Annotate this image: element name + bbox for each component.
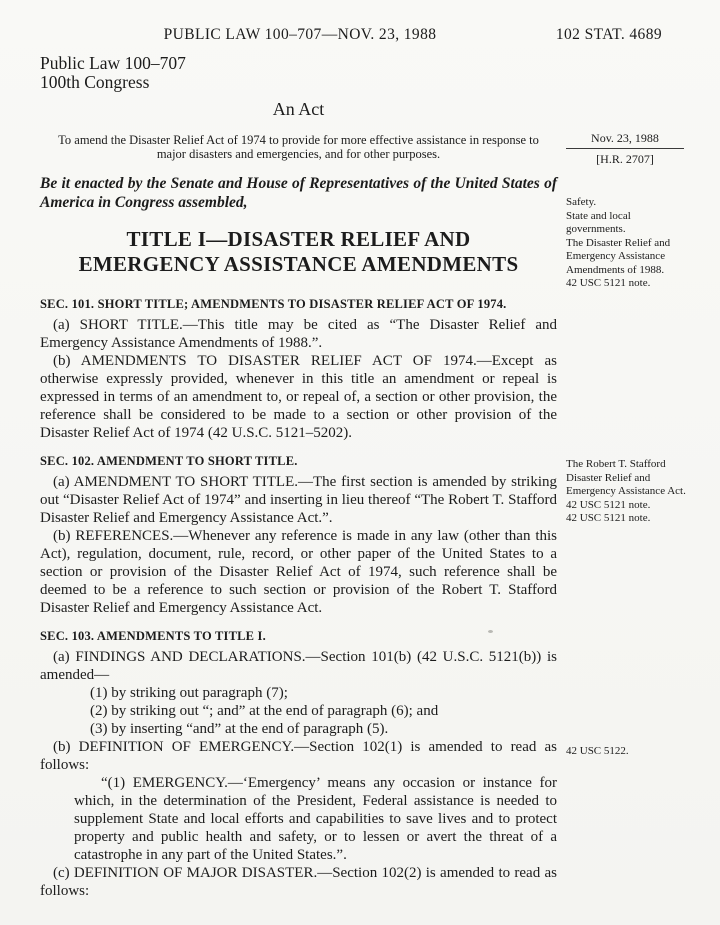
margin-note: Safety. <box>566 196 597 208</box>
sec-103-para-a: (a) FINDINGS AND DECLARATIONS.—Section 101(b) (42 U.S.C. 5121(b)) is amended— <box>40 649 557 683</box>
sec-102-para-b: (b) REFERENCES.—Whenever any reference is made in any law (other than this Act), regulation, document, rule, record, or other paper of the United States to a section or provision of the Disaster Relief Act of 1974, such reference shall be deemed to be a reference to such section or provision of the Robert T. Stafford Disaster Relief and Emergency Assistance Act. <box>40 528 557 616</box>
enactment-date: Nov. 23, 1988 <box>566 131 684 149</box>
margin-note: 42 USC 5121 note. <box>566 277 651 289</box>
sec-103-item-3: (3) by inserting “and” at the end of paragraph (5). <box>90 721 389 737</box>
scan-speck <box>488 630 493 633</box>
sec-103-quoted-amendment: “(1) EMERGENCY.—‘Emergency’ means any occasion or instance for which, in the determination of the President, Federal assistance is needed to supplement State and local efforts and capabilities to save lives and to protect property and public health and safety, or to lessen or avert the threat of a catastrophe in any part of the United States.”. <box>74 775 557 863</box>
stat-citation: 102 STAT. 4689 <box>555 26 662 43</box>
margin-note: 42 USC 5121 note. <box>566 498 651 511</box>
sec-102-heading: SEC. 102. AMENDMENT TO SHORT TITLE. <box>40 454 298 468</box>
margin-note: The Disaster Relief and Emergency Assistance Amendments of 1988. <box>566 236 671 276</box>
title-heading-line2: EMERGENCY ASSISTANCE AMENDMENTS <box>78 252 519 276</box>
sec-102-para-a: (a) AMENDMENT TO SHORT TITLE.—The first section is amended by striking out “Disaster Relief Act of 1974” and inserting in lieu thereof “The Robert T. Stafford Disaster Relief and Emergency Assistance Act.”. <box>40 474 557 526</box>
sec-103-item-2: (2) by striking out “; and” at the end of paragraph (6); and <box>90 703 439 719</box>
bill-number: [H.R. 2707] <box>596 152 654 166</box>
sec-101-para-a: (a) SHORT TITLE.—This title may be cited as “The Disaster Relief and Emergency Assistance Amendments of 1988.”. <box>40 317 557 351</box>
sec-103-item-1: (1) by striking out paragraph (7); <box>90 685 288 701</box>
enactment-date-block <box>566 131 684 167</box>
margin-notes-sec-103 <box>566 745 688 759</box>
margin-note: The Robert T. Stafford Disaster Relief and Emergency Assistance Act. <box>566 458 686 497</box>
congress-label: 100th Congress <box>40 72 150 92</box>
main-text-column <box>40 24 557 900</box>
sec-103-para-c: (c) DEFINITION OF MAJOR DISASTER.—Section 102(2) is amended to read as follows: <box>40 865 557 899</box>
title-heading-line1: TITLE I—DISASTER RELIEF AND <box>126 227 471 251</box>
margin-note: 42 USC 5121 note. <box>566 512 651 524</box>
running-head: PUBLIC LAW 100–707—NOV. 23, 1988 <box>163 26 437 43</box>
sec-103-para-b: (b) DEFINITION OF EMERGENCY.—Section 102(1) is amended to read as follows: <box>40 739 557 773</box>
title-heading <box>40 227 557 277</box>
long-title: To amend the Disaster Relief Act of 1974 to provide for more effective assistance in response to major disasters and emergencies, and for other purposes. <box>58 133 539 161</box>
margin-note: 42 USC 5122. <box>566 745 629 757</box>
law-number: Public Law 100–707 <box>40 53 186 73</box>
margin-notes-sec-102 <box>566 458 688 526</box>
sec-101-heading: SEC. 101. SHORT TITLE; AMENDMENTS TO DISASTER RELIEF ACT OF 1974. <box>40 297 507 311</box>
margin-notes-title-i <box>566 196 688 291</box>
sec-103-heading: SEC. 103. AMENDMENTS TO TITLE I. <box>40 629 266 643</box>
margin-note: State and local governments. <box>566 209 631 235</box>
act-label: An Act <box>272 99 325 119</box>
enacting-clause: Be it enacted by the Senate and House of Representatives of the United States of America in Congress assembled, <box>40 175 557 211</box>
sec-101-para-b: (b) AMENDMENTS TO DISASTER RELIEF ACT OF 1974.—Except as otherwise expressly provided, whenever in this title an amendment or repeal is expressed in terms of an amendment to, or repeal of, a section or other provision, the reference shall be considered to be made to a section or other provision of the Disaster Relief Act of 1974 (42 U.S.C. 5121–5202). <box>40 353 557 441</box>
